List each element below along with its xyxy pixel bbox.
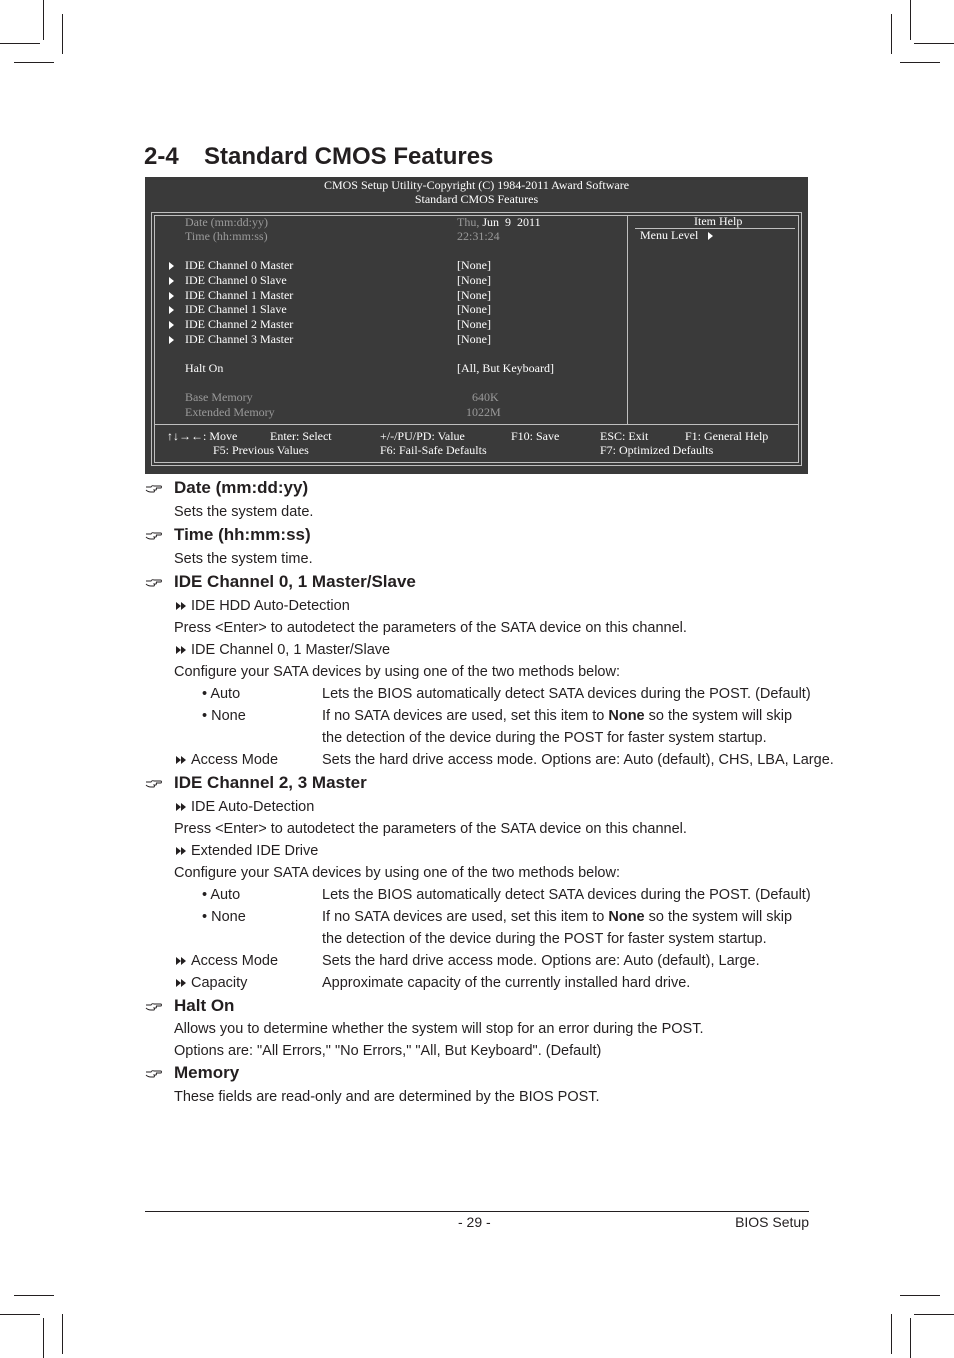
bios-row-value: 640K <box>472 390 499 404</box>
section-heading: Standard CMOS Features <box>204 143 494 170</box>
crop-mark <box>914 1314 954 1315</box>
paragraph: Configure your SATA devices by using one of the two methods below: <box>174 865 620 881</box>
key-save: F10: Save <box>511 429 560 443</box>
item-help-title: Item Help <box>694 214 743 228</box>
section-number: 2-4 <box>144 143 179 170</box>
sub-item-label: IDE HDD Auto-Detection <box>191 598 350 614</box>
pointing-hand-icon <box>145 578 163 588</box>
bios-row-ide1-slave[interactable] <box>145 302 808 317</box>
bios-row-ide0-master[interactable] <box>145 258 808 273</box>
bios-row-value: 22:31:24 <box>457 229 500 243</box>
sub-item-label: Extended IDE Drive <box>191 843 319 859</box>
double-arrow-icon <box>174 846 188 856</box>
submenu-arrow-icon <box>169 306 174 314</box>
key-optimized: F7: Optimized Defaults <box>600 443 714 457</box>
key-select: Enter: Select <box>270 429 332 443</box>
menu-level-label: Menu Level <box>640 228 699 242</box>
page-number: - 29 - <box>458 1214 491 1230</box>
key-previous-values: F5: Previous Values <box>213 443 309 457</box>
heading-halt-on <box>145 995 234 1017</box>
bios-row-label: Extended Memory <box>185 405 275 419</box>
bios-row-value: [All, But Keyboard] <box>457 361 554 375</box>
option-desc-bold: None <box>608 909 645 925</box>
crop-mark <box>910 0 911 40</box>
bios-screen <box>145 177 808 474</box>
crop-mark <box>43 0 44 40</box>
bios-row-base-memory <box>145 390 808 405</box>
footer-rule <box>145 1211 809 1212</box>
crop-mark <box>900 1295 940 1296</box>
sub-item-label: IDE Channel 0, 1 Master/Slave <box>191 642 391 658</box>
pointing-hand-icon <box>145 1002 163 1012</box>
bios-row-value: [None] <box>457 332 491 346</box>
bios-row-label: Date (mm:dd:yy) <box>185 215 268 229</box>
bios-row-value: [None] <box>457 288 491 302</box>
crop-mark <box>891 1314 892 1354</box>
bios-row-value: [None] <box>457 273 491 287</box>
option-desc-text: If no SATA devices are used, set this item to <box>322 708 609 724</box>
footer-chapter: BIOS Setup <box>735 1214 809 1230</box>
option-desc: Approximate capacity of the currently installed hard drive. <box>322 975 691 991</box>
bios-page-title: Standard CMOS Features <box>414 192 539 206</box>
sub-item <box>174 596 350 616</box>
crop-mark <box>0 43 40 44</box>
heading-text: IDE Channel 2, 3 Master <box>174 773 367 792</box>
paragraph: Allows you to determine whether the system will stop for an error during the POST. <box>174 1021 704 1037</box>
sub-item <box>174 841 318 861</box>
crop-mark <box>910 1318 911 1358</box>
option-desc <box>322 706 792 726</box>
option-desc-bold: None <box>608 708 645 724</box>
bios-row-ide0-slave[interactable] <box>145 273 808 288</box>
heading-text: Time (hh:mm:ss) <box>174 525 311 544</box>
option-none: • None <box>202 909 246 925</box>
sub-item <box>174 640 390 660</box>
pointing-hand-icon <box>145 484 163 494</box>
pointing-hand-icon <box>145 1069 163 1079</box>
submenu-arrow-icon <box>169 292 174 300</box>
bios-row-label: IDE Channel 3 Master <box>185 332 294 346</box>
bios-row-value: Jun 9 2011 <box>482 215 541 229</box>
paragraph: Sets the system date. <box>174 504 314 520</box>
bios-copyright: CMOS Setup Utility-Copyright (C) 1984-2011 Award Software <box>323 178 630 192</box>
heading-time <box>145 524 311 546</box>
key-exit: ESC: Exit <box>600 429 649 443</box>
option-label: Auto <box>210 887 241 903</box>
bios-row-ide3-master[interactable] <box>145 332 808 347</box>
heading-memory <box>145 1062 239 1084</box>
crop-mark <box>62 14 63 54</box>
bios-row-label: Time (hh:mm:ss) <box>185 229 268 243</box>
crop-mark <box>14 1295 54 1296</box>
bios-row-value: 1022M <box>466 405 501 419</box>
sub-item-label: Access Mode <box>191 752 279 768</box>
bios-row-halt-on[interactable] <box>145 361 808 376</box>
paragraph: Configure your SATA devices by using one of the two methods below: <box>174 664 620 680</box>
option-desc: Sets the hard drive access mode. Options are: Auto (default), CHS, LBA, Large. <box>322 752 834 768</box>
bios-day: Thu, <box>457 215 480 229</box>
option-desc: the detection of the device during the POST for faster system startup. <box>322 931 767 947</box>
double-arrow-icon <box>174 802 188 812</box>
crop-mark <box>891 14 892 54</box>
heading-ide-01 <box>145 571 416 593</box>
bios-row-extended-memory <box>145 405 808 420</box>
menu-level <box>640 228 713 242</box>
sub-item <box>174 951 278 971</box>
bios-footer-divider <box>154 424 799 425</box>
bios-row-label: IDE Channel 1 Master <box>185 288 294 302</box>
bios-row-label: IDE Channel 0 Slave <box>185 273 287 287</box>
option-desc: Lets the BIOS automatically detect SATA devices during the POST. (Default) <box>322 686 811 702</box>
paragraph: Press <Enter> to autodetect the parameters of the SATA device on this channel. <box>174 821 687 837</box>
paragraph: Sets the system time. <box>174 551 313 567</box>
double-arrow-icon <box>174 645 188 655</box>
crop-mark <box>62 1314 63 1354</box>
option-desc-text: so the system will skip <box>644 909 793 925</box>
crop-mark <box>0 1314 40 1315</box>
sub-item-label: Access Mode <box>191 953 279 969</box>
paragraph: Press <Enter> to autodetect the parameters of the SATA device on this channel. <box>174 620 687 636</box>
paragraph: These fields are read-only and are determined by the BIOS POST. <box>174 1089 600 1105</box>
heading-text: Memory <box>174 1063 240 1082</box>
option-desc-text: so the system will skip <box>644 708 793 724</box>
bios-row-label: Halt On <box>185 361 224 375</box>
option-desc: Sets the hard drive access mode. Options are: Auto (default), Large. <box>322 953 760 969</box>
bios-row-value: [None] <box>457 317 491 331</box>
submenu-arrow-icon <box>169 277 174 285</box>
bios-row-label: Base Memory <box>185 390 253 404</box>
double-arrow-icon <box>174 755 188 765</box>
bios-row-value: [None] <box>457 258 491 272</box>
menu-level-arrow-icon <box>708 232 713 240</box>
option-none: • None <box>202 708 246 724</box>
heading-date <box>145 477 308 499</box>
submenu-arrow-icon <box>169 321 174 329</box>
crop-mark <box>914 43 954 44</box>
bios-row-label: IDE Channel 2 Master <box>185 317 294 331</box>
heading-ide-23 <box>145 772 367 794</box>
sub-item-label: Capacity <box>191 975 248 991</box>
crop-mark <box>43 1318 44 1358</box>
option-auto: • Auto <box>202 686 241 702</box>
option-desc: the detection of the device during the POST for faster system startup. <box>322 730 767 746</box>
section-title <box>144 142 493 172</box>
double-arrow-icon <box>174 978 188 988</box>
bios-row-label: IDE Channel 1 Slave <box>185 302 287 316</box>
option-label: Auto <box>210 686 241 702</box>
pointing-hand-icon <box>145 531 163 541</box>
heading-text: IDE Channel 0, 1 Master/Slave <box>174 572 416 591</box>
key-fail-safe: F6: Fail-Safe Defaults <box>380 443 487 457</box>
option-desc: Lets the BIOS automatically detect SATA devices during the POST. (Default) <box>322 887 811 903</box>
sub-item <box>174 797 314 817</box>
bios-row-ide2-master[interactable] <box>145 317 808 332</box>
double-arrow-icon <box>174 601 188 611</box>
crop-mark <box>14 62 54 63</box>
paragraph: Options are: "All Errors," "No Errors," "All, But Keyboard". (Default) <box>174 1043 602 1059</box>
double-arrow-icon <box>174 956 188 966</box>
heading-text: Halt On <box>174 996 235 1015</box>
option-label: None <box>211 708 246 724</box>
sub-item <box>174 750 278 770</box>
option-auto: • Auto <box>202 887 241 903</box>
crop-mark <box>900 62 940 63</box>
option-desc-text: If no SATA devices are used, set this item to <box>322 909 609 925</box>
sub-item <box>174 973 247 993</box>
sub-item-label: IDE Auto-Detection <box>191 799 315 815</box>
submenu-arrow-icon <box>169 262 174 270</box>
key-value: +/-/PU/PD: Value <box>380 429 465 443</box>
bios-row-value: [None] <box>457 302 491 316</box>
bios-row-ide1-master[interactable] <box>145 288 808 303</box>
key-general-help: F1: General Help <box>685 429 769 443</box>
option-label: None <box>211 909 246 925</box>
pointing-hand-icon <box>145 779 163 789</box>
key-move: ↑↓→←: Move <box>167 429 238 443</box>
submenu-arrow-icon <box>169 336 174 344</box>
bios-row-label: IDE Channel 0 Master <box>185 258 294 272</box>
option-desc <box>322 907 792 927</box>
heading-text: Date (mm:dd:yy) <box>174 478 309 497</box>
